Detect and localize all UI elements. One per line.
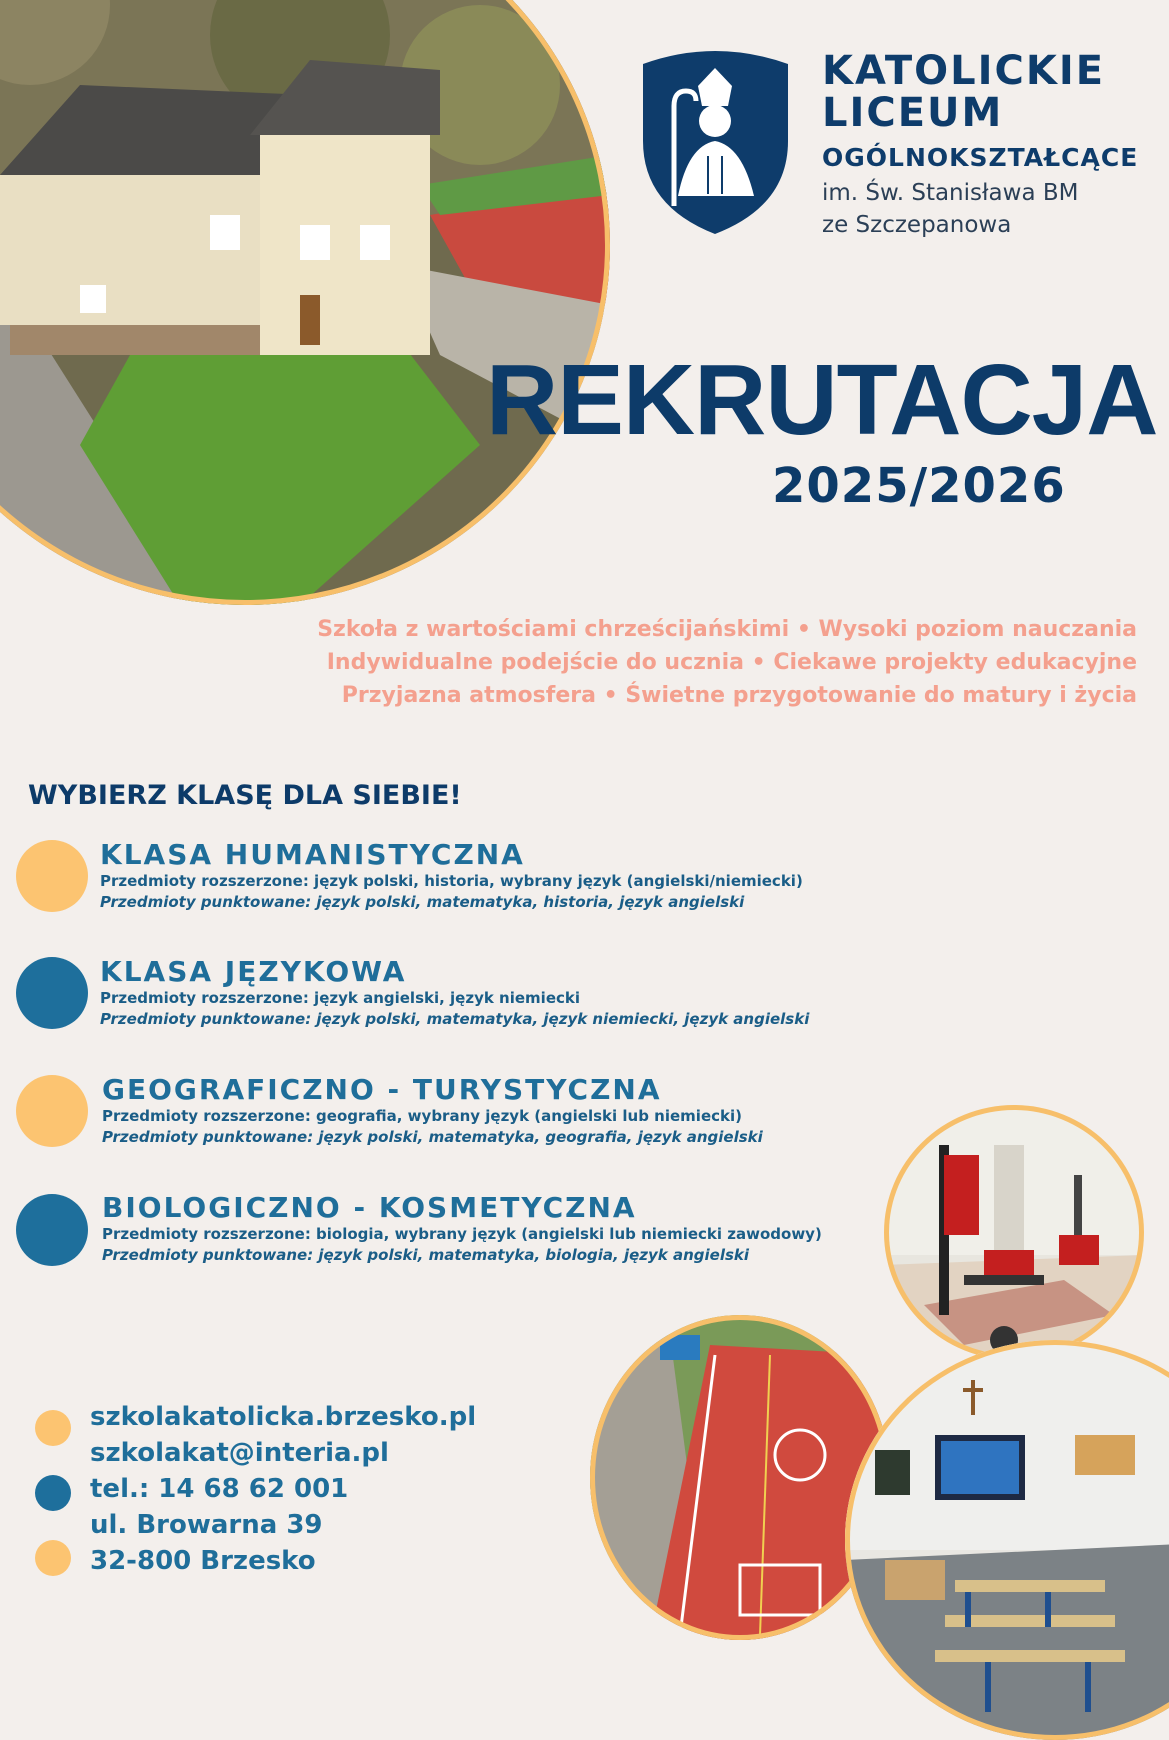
- contact-street: ul. Browarna 39: [90, 1510, 323, 1540]
- class-title: BIOLOGICZNO - KOSMETYCZNA: [102, 1191, 637, 1224]
- school-name-line5: ze Szczepanowa: [822, 212, 1012, 238]
- class-title: KLASA HUMANISTYCZNA: [100, 838, 525, 871]
- contact-bullet-dot: [35, 1475, 71, 1511]
- school-name-line2: LICEUM: [822, 90, 1004, 136]
- contact-city: 32-800 Brzesko: [90, 1546, 316, 1576]
- contact-website-link[interactable]: szkolakatolicka.brzesko.pl: [90, 1402, 477, 1432]
- class-scored-subjects: Przedmioty punktowane: język polski, matematyka, język niemiecki, język angielski: [100, 1010, 810, 1028]
- class-bullet-dot: [16, 1194, 88, 1266]
- contact-bullet-dot: [35, 1410, 71, 1446]
- class-extended-subjects: Przedmioty rozszerzone: geografia, wybrany język (angielski lub niemiecki): [102, 1107, 742, 1125]
- contact-email-link[interactable]: szkolakat@interia.pl: [90, 1438, 389, 1468]
- headline-year: 2025/2026: [772, 458, 1066, 514]
- class-title: KLASA JĘZYKOWA: [100, 955, 407, 988]
- school-name-line3: OGÓLNOKSZTAŁCĄCE: [822, 143, 1139, 172]
- gym-photo: [884, 1105, 1144, 1360]
- contact-bullet-dot: [35, 1540, 71, 1576]
- class-title: GEOGRAFICZNO - TURYSTYCZNA: [102, 1073, 662, 1106]
- class-scored-subjects: Przedmioty punktowane: język polski, matematyka, geografia, język angielski: [102, 1128, 763, 1146]
- school-building-photo: [0, 0, 610, 605]
- sports-field-photo: [590, 1315, 890, 1640]
- class-bullet-dot: [16, 840, 88, 912]
- school-name-line4: im. Św. Stanisława BM: [822, 180, 1079, 206]
- headline-title: REKRUTACJA: [486, 344, 1158, 456]
- class-extended-subjects: Przedmioty rozszerzone: język angielski, język niemiecki: [100, 989, 580, 1007]
- class-scored-subjects: Przedmioty punktowane: język polski, matematyka, historia, język angielski: [100, 893, 745, 911]
- school-name-line1: KATOLICKIE: [822, 48, 1106, 94]
- slogan-line-3: Przyjazna atmosfera • Świetne przygotowanie do matury i życia: [341, 683, 1137, 708]
- slogan-line-2: Indywidualne podejście do ucznia • Ciekawe projekty edukacyjne: [326, 650, 1137, 675]
- class-extended-subjects: Przedmioty rozszerzone: biologia, wybrany język (angielski lub niemiecki zawodowy): [102, 1225, 822, 1243]
- class-bullet-dot: [16, 957, 88, 1029]
- class-scored-subjects: Przedmioty punktowane: język polski, matematyka, biologia, język angielski: [102, 1246, 750, 1264]
- contact-phone[interactable]: tel.: 14 68 62 001: [90, 1474, 349, 1504]
- bishop-shield-icon: [638, 46, 793, 236]
- class-bullet-dot: [16, 1075, 88, 1147]
- class-extended-subjects: Przedmioty rozszerzone: język polski, historia, wybrany język (angielski/niemiecki): [100, 872, 803, 890]
- slogan-line-1: Szkoła z wartościami chrześcijańskimi • Wysoki poziom nauczania: [317, 617, 1137, 642]
- classroom-photo: [845, 1340, 1169, 1740]
- school-crest: [638, 46, 793, 236]
- choose-class-heading: WYBIERZ KLASĘ DLA SIEBIE!: [28, 780, 462, 811]
